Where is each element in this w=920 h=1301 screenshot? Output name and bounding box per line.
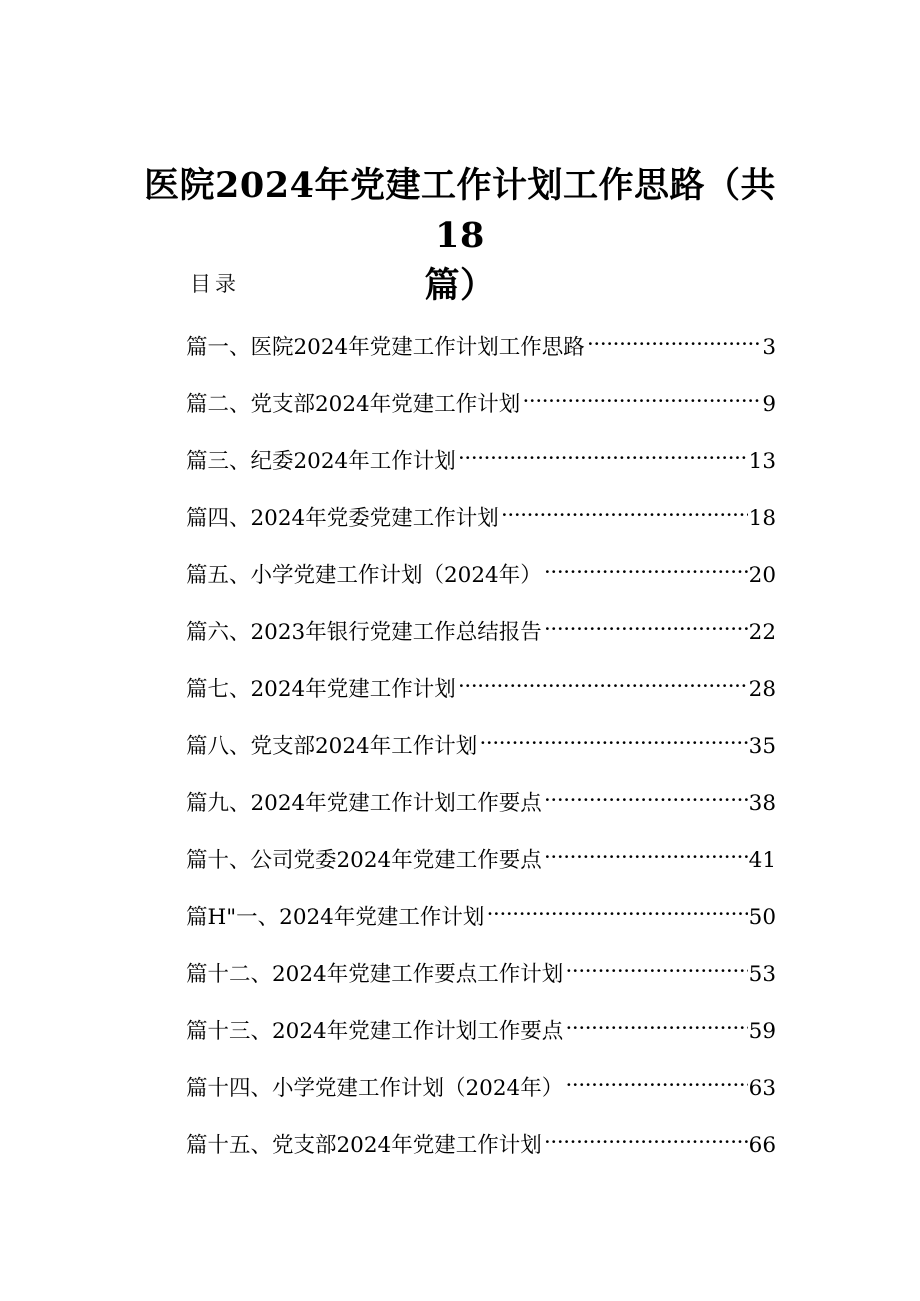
toc-entry-label: 篇十四、小学党建工作计划（2024年） — [186, 1076, 564, 1101]
title-line-2: 篇） — [424, 265, 496, 307]
toc-leader-dots — [545, 774, 748, 810]
toc-entry-label: 篇十三、2024年党建工作计划工作要点 — [186, 1019, 564, 1044]
toc-entry-page: 66 — [748, 1133, 776, 1158]
toc-entry-page: 18 — [748, 506, 776, 531]
title-line-1: 医院2024年党建工作计划工作思路（共18 — [144, 165, 776, 257]
toc-entry-page: 50 — [748, 905, 776, 930]
toc-entry[interactable] — [186, 945, 776, 1002]
toc-entry-label: 篇五、小学党建工作计划（2024年） — [186, 563, 542, 588]
toc-entry-label: 篇九、2024年党建工作计划工作要点 — [186, 791, 542, 816]
toc-entry-label: 篇十二、2024年党建工作要点工作计划 — [186, 962, 564, 987]
table-of-contents — [186, 318, 776, 1173]
toc-entry-page: 38 — [748, 791, 776, 816]
toc-entry-page: 63 — [748, 1076, 776, 1101]
toc-entry-page: 9 — [762, 392, 776, 417]
toc-entry-label: 篇三、纪委2024年工作计划 — [186, 449, 456, 474]
toc-entry-page: 59 — [748, 1019, 776, 1044]
toc-entry-label: 篇八、党支部2024年工作计划 — [186, 734, 478, 759]
toc-entry-page: 22 — [748, 620, 776, 645]
toc-leader-dots — [545, 546, 748, 582]
toc-entry-label: 篇H"一、2024年党建工作计划 — [186, 905, 485, 930]
toc-entry-label: 篇七、2024年党建工作计划 — [186, 677, 456, 702]
toc-entry-label: 篇十、公司党委2024年党建工作要点 — [186, 848, 542, 873]
toc-entry[interactable] — [186, 1116, 776, 1173]
toc-entry[interactable] — [186, 603, 776, 660]
toc-entry-page: 41 — [748, 848, 776, 873]
toc-leader-dots — [545, 1116, 748, 1152]
toc-leader-dots — [566, 945, 747, 981]
toc-entry-label: 篇六、2023年银行党建工作总结报告 — [186, 620, 542, 645]
toc-entry-page: 3 — [762, 335, 776, 360]
toc-leader-dots — [545, 831, 748, 867]
toc-entry-page: 53 — [748, 962, 776, 987]
toc-entry-label: 篇四、2024年党委党建工作计划 — [186, 506, 499, 531]
toc-leader-dots — [566, 1002, 747, 1038]
toc-leader-dots — [588, 318, 762, 354]
toc-entry-label: 篇十五、党支部2024年党建工作计划 — [186, 1133, 542, 1158]
toc-leader-dots — [487, 888, 747, 924]
toc-leader-dots — [566, 1059, 747, 1095]
toc-entry-page: 20 — [748, 563, 776, 588]
toc-entry[interactable] — [186, 318, 776, 375]
toc-leader-dots — [459, 432, 748, 468]
toc-leader-dots — [480, 717, 747, 753]
toc-leader-dots — [459, 660, 748, 696]
toc-entry[interactable] — [186, 831, 776, 888]
toc-entry[interactable] — [186, 375, 776, 432]
toc-leader-dots — [502, 489, 748, 525]
toc-entry[interactable] — [186, 546, 776, 603]
toc-entry-page: 35 — [748, 734, 776, 759]
toc-entry[interactable] — [186, 489, 776, 546]
toc-entry-label: 篇二、党支部2024年党建工作计划 — [186, 392, 521, 417]
toc-leader-dots — [545, 603, 748, 639]
toc-heading: 目录 — [190, 272, 240, 296]
toc-entry[interactable] — [186, 888, 776, 945]
toc-entry-page: 28 — [748, 677, 776, 702]
toc-entry[interactable] — [186, 717, 776, 774]
toc-entry[interactable] — [186, 432, 776, 489]
toc-leader-dots — [523, 375, 761, 411]
toc-entry[interactable] — [186, 1059, 776, 1116]
toc-entry-page: 13 — [748, 449, 776, 474]
toc-entry[interactable] — [186, 774, 776, 831]
toc-entry[interactable] — [186, 660, 776, 717]
toc-entry-label: 篇一、医院2024年党建工作计划工作思路 — [186, 335, 585, 360]
toc-entry[interactable] — [186, 1002, 776, 1059]
